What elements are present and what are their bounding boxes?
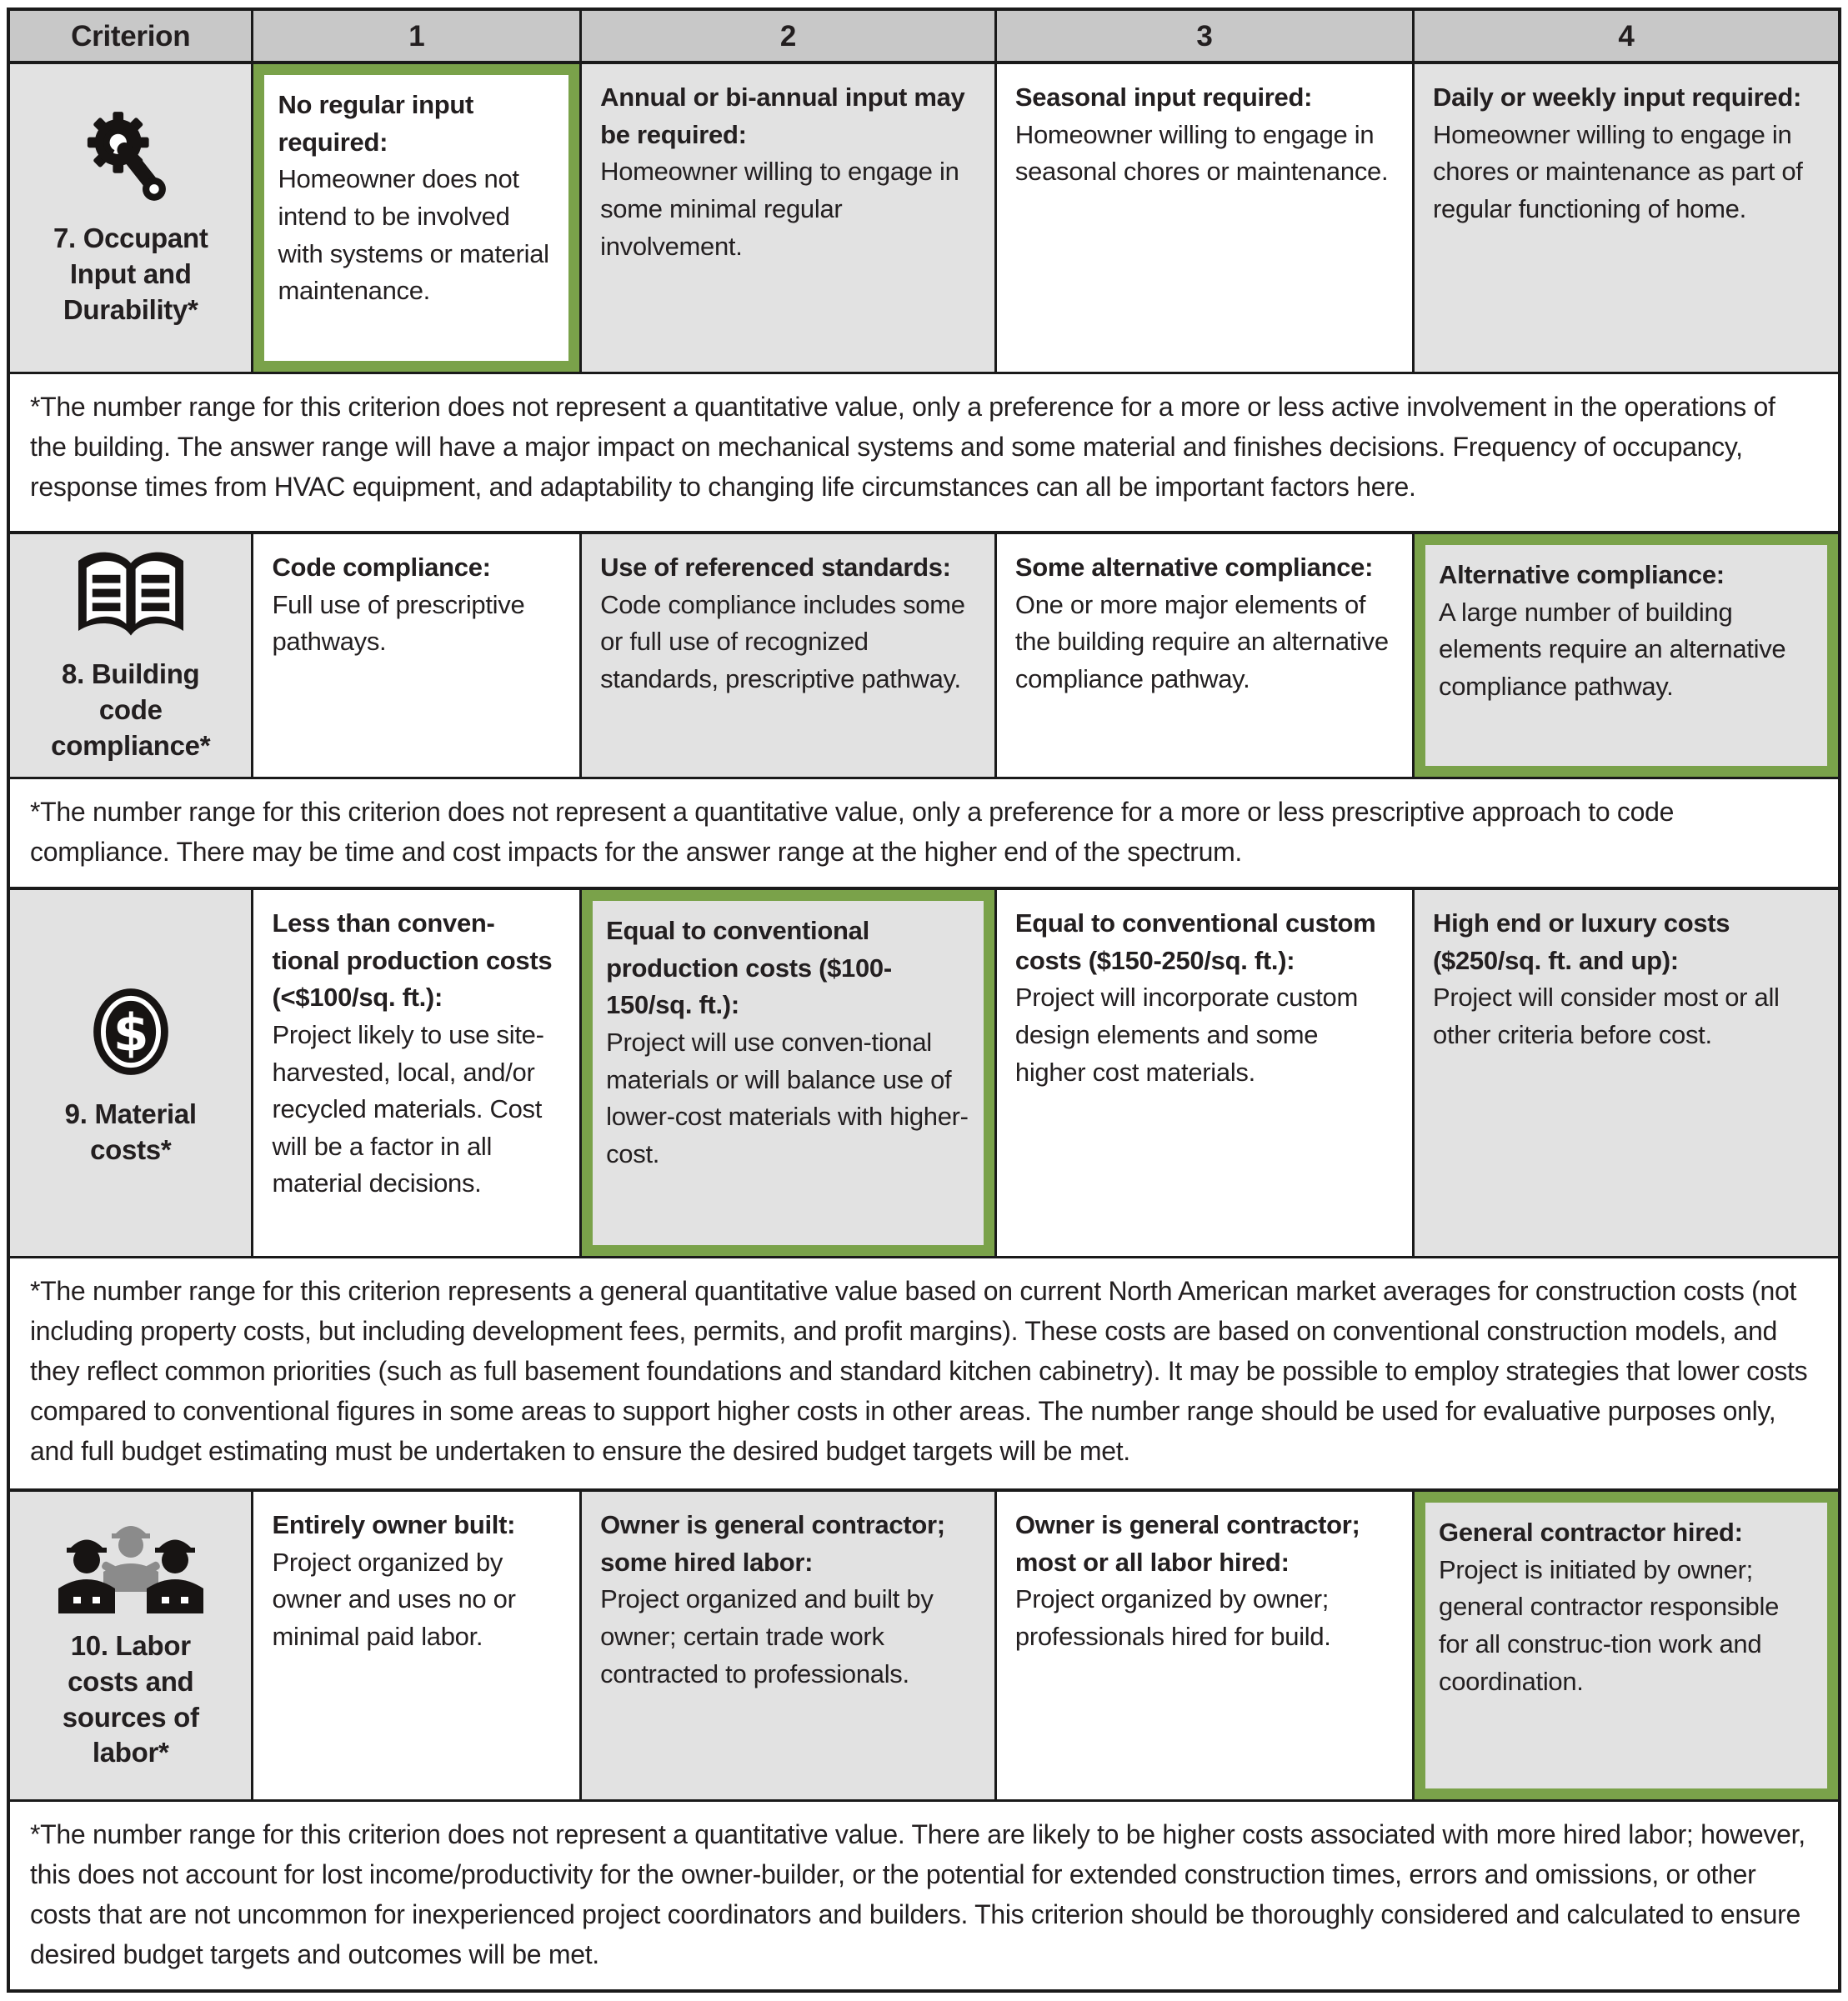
option-description: Project will use conven-tional materials or will balance use of lower-cost materials with higher-cost. <box>606 1027 969 1168</box>
option-7-3 <box>994 64 1412 372</box>
option-description: Project organized by owner and uses no or minimal paid labor. <box>272 1547 516 1651</box>
option-title: General contractor hired: <box>1439 1518 1743 1547</box>
criterion-label-9: 9. Material costs* <box>64 1098 197 1165</box>
dollar-coin-icon <box>82 978 180 1085</box>
footnote-9: *The number range for this criterion represents a general quantitative value based on current North American market averages for construction costs (not including property costs, but including development fees, permits, and profit margins). These costs are based on conventional construction models, and they reflect common priorities (such as full basement foundations and standard kitchen cabinetry). It may be possible to employ strategies that lower costs compared to conventional figures in some areas to support higher costs in other areas. The number range should be used for evaluative purposes only, and full budget estimating must be undertaken to ensure the desired budget targets will be met. <box>10 1258 1838 1492</box>
option-title: Less than conven-tional production costs (<$100/sq. ft.): <box>272 908 553 1013</box>
option-8-2 <box>579 534 994 777</box>
open-book-icon <box>73 547 189 645</box>
criterion-section-7 <box>10 64 1838 534</box>
header-score-3: 3 <box>994 11 1412 61</box>
criterion-cell-7 <box>10 64 251 372</box>
option-7-4 <box>1412 64 1838 372</box>
selected-highlight <box>582 890 994 1256</box>
option-7-2 <box>579 64 994 372</box>
criterion-cell-8 <box>10 534 251 777</box>
criterion-label-10: 10. Labor costs and sources of labor* <box>62 1629 199 1768</box>
option-8-4 <box>1412 534 1838 777</box>
criterion-label-7: 7. Occupant Input and Durability* <box>53 223 208 325</box>
criterion-label-8: 8. Building code compliance* <box>51 658 211 761</box>
svg-text:$: $ <box>113 1003 148 1063</box>
option-description: Homeowner willing to engage in chores or maintenance as part of regular functioning of home. <box>1433 119 1803 223</box>
option-title: Some alternative compliance: <box>1014 553 1374 582</box>
criterion-cell-9 <box>10 890 251 1256</box>
selected-highlight <box>1415 1492 1838 1799</box>
gear-wrench-icon <box>78 108 184 209</box>
selected-highlight <box>253 64 579 372</box>
construction-workers-icon <box>52 1520 210 1617</box>
option-title: Equal to conventional production costs ($100-150/sq. ft.): <box>606 916 892 1020</box>
footnote-8: *The number range for this criterion does not represent a quantitative value, only a preference for a more or less prescriptive approach to code compliance. There may be time and cost impacts for the answer range at the higher end of the spectrum. <box>10 779 1838 890</box>
criterion-section-8 <box>10 534 1838 890</box>
criterion-section-9 <box>10 890 1838 1492</box>
option-title: Seasonal input required: <box>1014 83 1313 112</box>
option-title: Use of referenced standards: <box>600 553 951 582</box>
header-score-1: 1 <box>251 11 579 61</box>
option-description: Full use of prescriptive pathways. <box>272 589 525 657</box>
option-description: Project organized and built by owner; certain trade work contracted to professionals. <box>600 1584 934 1688</box>
option-10-3 <box>994 1492 1412 1799</box>
criterion-cell-10 <box>10 1492 251 1799</box>
option-9-1 <box>251 890 579 1256</box>
selected-highlight <box>1415 534 1838 777</box>
option-10-2 <box>579 1492 994 1799</box>
criterion-row-8 <box>10 534 1838 779</box>
option-description: Homeowner willing to engage in seasonal chores or maintenance. <box>1014 119 1389 187</box>
option-description: Homeowner willing to engage in some minimal regular involvement. <box>600 157 959 261</box>
option-description: A large number of building elements require an alternative compliance pathway. <box>1439 597 1786 701</box>
option-title: No regular input required: <box>278 90 474 157</box>
option-9-2 <box>579 890 994 1256</box>
option-description: Project will consider most or all other criteria before cost. <box>1433 983 1780 1049</box>
option-title: Owner is general contractor; most or all labor hired: <box>1014 1510 1360 1577</box>
option-description: Homeowner does not intend to be involved with systems or material maintenance. <box>278 164 549 306</box>
option-description: Project is initiated by owner; general contractor responsible for all construc-tion work and coordination. <box>1439 1554 1780 1696</box>
option-title: Equal to conventional custom costs ($150-250/sq. ft.): <box>1014 908 1376 975</box>
option-title: Alternative compliance: <box>1439 560 1725 589</box>
option-9-4 <box>1412 890 1838 1256</box>
option-10-1 <box>251 1492 579 1799</box>
design-rubric-table <box>7 8 1841 1993</box>
option-title: Owner is general contractor; some hired labor: <box>600 1510 945 1577</box>
option-title: Entirely owner built: <box>272 1510 516 1539</box>
criterion-row-7 <box>10 64 1838 374</box>
option-description: Project likely to use site-harvested, local, and/or recycled materials. Cost will be a factor in all material decisions. <box>272 1019 544 1198</box>
option-9-3 <box>994 890 1412 1256</box>
option-description: One or more major elements of the building require an alternative compliance pathway. <box>1014 589 1389 693</box>
option-title: High end or luxury costs ($250/sq. ft. and up): <box>1433 908 1730 975</box>
table-header-row <box>10 11 1838 64</box>
option-title: Daily or weekly input required: <box>1433 83 1802 112</box>
criterion-section-10 <box>10 1492 1838 1989</box>
option-8-1 <box>251 534 579 777</box>
option-description: Project will incorporate custom design elements and some higher cost materials. <box>1014 983 1358 1087</box>
option-description: Project organized by owner; professionals hired for build. <box>1014 1584 1331 1651</box>
criterion-row-10 <box>10 1492 1838 1802</box>
header-score-2: 2 <box>579 11 994 61</box>
option-7-1 <box>251 64 579 372</box>
footnote-7: *The number range for this criterion does not represent a quantitative value, only a preference for a more or less active involvement in the operations of the building. The answer range will have a major impact on mechanical systems and some material and finishes decisions. Frequency of occupancy, response times from HVAC equipment, and adaptability to changing life circumstances can all be important factors here. <box>10 374 1838 534</box>
option-10-4 <box>1412 1492 1838 1799</box>
option-title: Code compliance: <box>272 553 491 582</box>
option-description: Code compliance includes some or full use of recognized standards, prescriptive pathway. <box>600 589 965 693</box>
option-8-3 <box>994 534 1412 777</box>
footnote-10: *The number range for this criterion does not represent a quantitative value. There are likely to be higher costs associated with more hired labor; however, this does not account for lost income/productivity for the owner-builder, or the potential for extended construction times, errors and omissions, or other costs that are not uncommon for inexperienced project coordinators and builders. This criterion should be thoroughly considered and calculated to ensure desired budget targets and outcomes will be met. <box>30 1819 1805 1969</box>
header-score-4: 4 <box>1412 11 1838 61</box>
option-title: Annual or bi-annual input may be required: <box>600 83 965 149</box>
criterion-row-9 <box>10 890 1838 1258</box>
header-criterion: Criterion <box>71 20 191 53</box>
